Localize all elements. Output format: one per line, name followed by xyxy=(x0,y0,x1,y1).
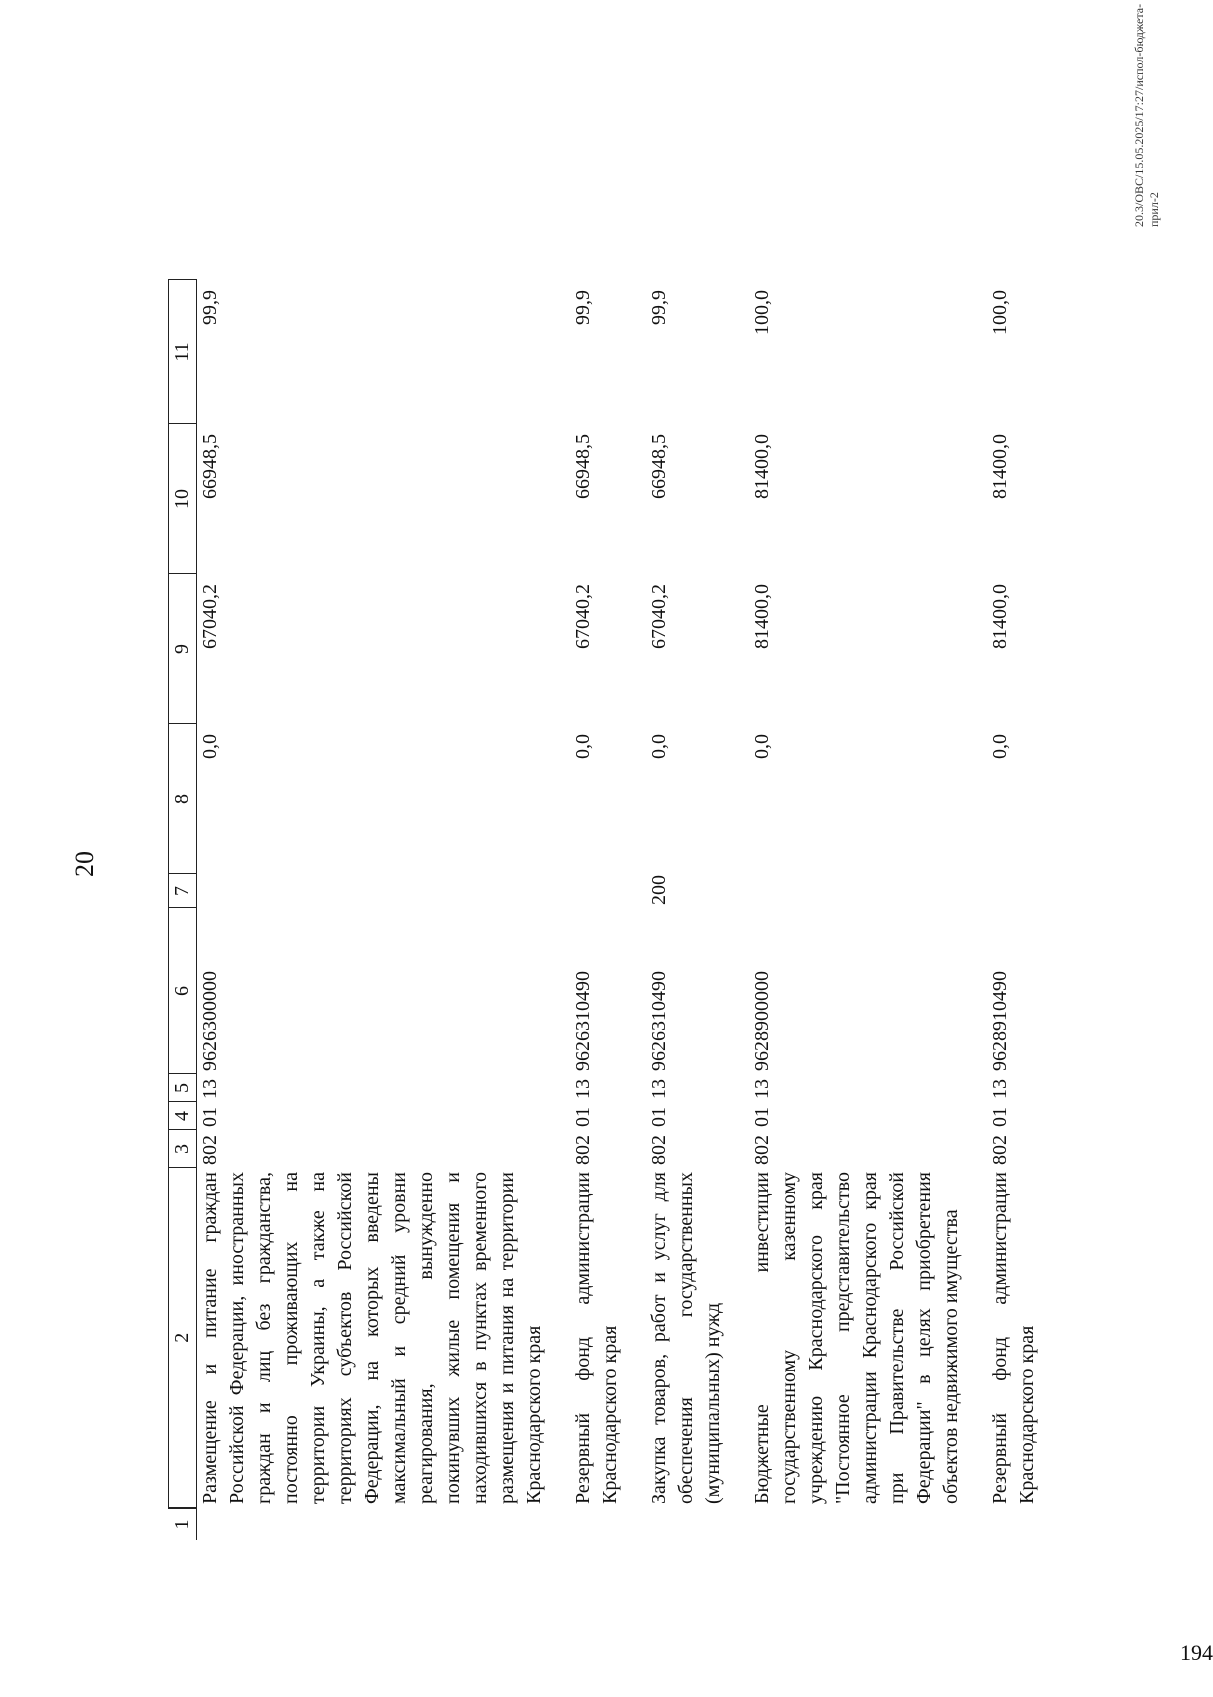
table-row xyxy=(646,280,749,1540)
column-header: 1 xyxy=(169,1508,197,1540)
cell-admin-code: 802 xyxy=(751,1135,773,1165)
column-header: 6 xyxy=(169,908,197,1074)
cell-expense-type: 200 xyxy=(648,875,670,905)
column-header: 3 xyxy=(169,1130,197,1168)
cell-target-article: 9626310490 xyxy=(572,971,594,1071)
cell-value-11: 100,0 xyxy=(751,290,773,335)
sheet-number: 194 xyxy=(1180,1640,1213,1665)
cell-expense-type xyxy=(570,874,646,908)
cell-section: 01 xyxy=(751,1107,773,1127)
column-header: 8 xyxy=(169,724,197,874)
column-header: 10 xyxy=(169,424,197,574)
cell-admin-code: 802 xyxy=(572,1135,594,1165)
table-row xyxy=(749,280,987,1540)
cell-col1 xyxy=(987,1508,1063,1540)
cell-value-8: 0,0 xyxy=(572,734,594,759)
cell-expense-type xyxy=(749,874,987,908)
cell-value-11: 100,0 xyxy=(989,290,1011,335)
cell-value-8: 0,0 xyxy=(648,734,670,759)
cell-value-10: 66948,5 xyxy=(572,434,594,499)
cell-target-article: 9628910490 xyxy=(989,971,1011,1071)
cell-target-article: 9626300000 xyxy=(199,971,221,1071)
cell-value-11: 99,9 xyxy=(199,290,221,325)
cell-target-article: 9626310490 xyxy=(648,971,670,1071)
column-header: 4 xyxy=(169,1102,197,1130)
cell-value-10: 66948,5 xyxy=(199,434,221,499)
cell-subsection: 13 xyxy=(989,1079,1011,1099)
cell-section: 01 xyxy=(648,1107,670,1127)
cell-value-9: 67040,2 xyxy=(199,584,221,649)
row-name: Размещение и питание граждан Российской Федерации, иностранных граждан и лиц без гражданства, постоянно проживающих на территории Украины, а также на территориях субъектов Российской Федерации, на которых введены максимальный и средний уровни реагирования, вынужденно покинувших жилые помещения и находившихся в пунктах временного размещения и питания на территории Краснодарского края xyxy=(199,1172,545,1504)
cell-col1 xyxy=(570,1508,646,1540)
cell-admin-code: 802 xyxy=(648,1135,670,1165)
cell-value-8: 0,0 xyxy=(199,734,221,759)
cell-admin-code: 802 xyxy=(989,1135,1011,1165)
table-row xyxy=(570,280,646,1540)
cell-col1 xyxy=(646,1508,749,1540)
cell-admin-code: 802 xyxy=(199,1135,221,1165)
column-header: 5 xyxy=(169,1074,197,1102)
cell-section: 01 xyxy=(989,1107,1011,1127)
cell-target-article: 9628900000 xyxy=(751,971,773,1071)
cell-value-11: 99,9 xyxy=(648,290,670,325)
table-row xyxy=(987,280,1063,1540)
cell-expense-type xyxy=(197,874,571,908)
cell-col1 xyxy=(749,1508,987,1540)
cell-value-8: 0,0 xyxy=(751,734,773,759)
page-number: 20 xyxy=(70,851,99,877)
cell-value-8: 0,0 xyxy=(989,734,1011,759)
column-header: 9 xyxy=(169,574,197,724)
cell-subsection: 13 xyxy=(199,1079,221,1099)
row-name: Резервный фонд администрации Краснодарского края xyxy=(572,1172,621,1504)
document-footer-code: 20.3/ОВС/15.05.2025/17:27/испол-бюджета-прил-2 xyxy=(1132,3,1161,227)
budget-table xyxy=(168,280,1063,1541)
cell-expense-type xyxy=(987,874,1063,908)
cell-section: 01 xyxy=(572,1107,594,1127)
cell-subsection: 13 xyxy=(648,1079,670,1099)
cell-value-9: 67040,2 xyxy=(572,584,594,649)
column-header: 7 xyxy=(169,874,197,908)
cell-value-9: 81400,0 xyxy=(989,584,1011,649)
cell-subsection: 13 xyxy=(751,1079,773,1099)
cell-value-11: 99,9 xyxy=(572,290,594,325)
cell-value-9: 67040,2 xyxy=(648,584,670,649)
table-row xyxy=(197,280,571,1540)
row-name: Закупка товаров, работ и услуг для обеспечения государственных (муниципальных) нужд xyxy=(648,1172,724,1504)
cell-col1 xyxy=(197,1508,571,1540)
row-name: Бюджетные инвестиции государственному казенному учреждению Краснодарского края "Постоянное представительство администрации Краснодарского края при Правительстве Российской Федерации" в целях приобретения объектов недвижимого имущества xyxy=(751,1172,962,1504)
cell-value-10: 66948,5 xyxy=(648,434,670,499)
column-header: 11 xyxy=(169,280,197,424)
cell-value-10: 81400,0 xyxy=(751,434,773,499)
cell-value-10: 81400,0 xyxy=(989,434,1011,499)
cell-subsection: 13 xyxy=(572,1079,594,1099)
header-row xyxy=(169,280,197,1540)
row-name: Резервный фонд администрации Краснодарского края xyxy=(989,1172,1038,1504)
cell-value-9: 81400,0 xyxy=(751,584,773,649)
cell-section: 01 xyxy=(199,1107,221,1127)
column-header: 2 xyxy=(169,1168,197,1508)
